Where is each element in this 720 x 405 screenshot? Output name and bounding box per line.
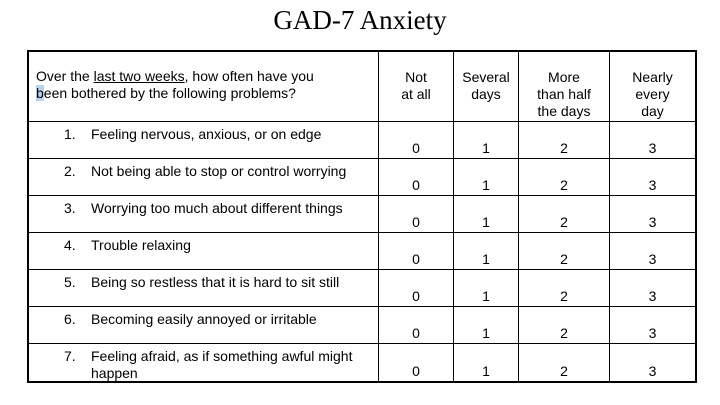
score-cell: 3 [610, 233, 695, 270]
score-cell: 0 [379, 159, 454, 196]
score-cell: 0 [379, 122, 454, 159]
column-header-not-at-all: Not at all [379, 52, 454, 122]
score-cell: 1 [454, 122, 519, 159]
score-cell: 1 [454, 233, 519, 270]
score-cell: 0 [379, 233, 454, 270]
item-label-5: 5. Being so restless that it is hard to sit still [29, 270, 379, 307]
item-label-3: 3. Worrying too much about different things [29, 196, 379, 233]
score-cell: 2 [519, 270, 610, 307]
score-cell: 3 [610, 196, 695, 233]
score-cell: 2 [519, 122, 610, 159]
column-header-nearly-every-day: Nearly every day [610, 52, 695, 122]
item-label-2: 2. Not being able to stop or control worrying [29, 159, 379, 196]
score-cell: 2 [519, 196, 610, 233]
score-cell: 0 [379, 307, 454, 344]
prompt-underlined-period: last two weeks [93, 68, 185, 84]
prompt-part-3: een bothered by the following problems? [43, 85, 296, 101]
score-cell: 2 [519, 159, 610, 196]
item-label-7: 7. Feeling afraid, as if something awful might happen [29, 344, 379, 381]
score-cell: 3 [610, 159, 695, 196]
question-prompt [29, 52, 379, 122]
column-header-several-days: Several days [454, 52, 519, 122]
prompt-part-2: , how often have you [184, 68, 314, 84]
score-cell: 3 [610, 307, 695, 344]
item-label-6: 6. Becoming easily annoyed or irritable [29, 307, 379, 344]
prompt-highlighted-letter: b [36, 85, 44, 101]
score-cell: 1 [454, 270, 519, 307]
item-label-1: 1. Feeling nervous, anxious, or on edge [29, 122, 379, 159]
score-cell: 1 [454, 344, 519, 381]
column-header-more-than-half: More than half the days [519, 52, 610, 122]
page-title: GAD-7 Anxiety [273, 5, 447, 35]
score-cell: 0 [379, 270, 454, 307]
item-label-4: 4. Trouble relaxing [29, 233, 379, 270]
score-cell: 1 [454, 196, 519, 233]
gad7-table [27, 50, 697, 383]
score-cell: 0 [379, 196, 454, 233]
score-cell: 1 [454, 159, 519, 196]
score-cell: 1 [454, 307, 519, 344]
prompt-part-1: Over the [36, 68, 94, 84]
score-cell: 2 [519, 233, 610, 270]
score-cell: 2 [519, 344, 610, 381]
score-cell: 3 [610, 270, 695, 307]
score-cell: 3 [610, 122, 695, 159]
score-cell: 3 [648, 363, 657, 379]
score-cell: 2 [519, 307, 610, 344]
score-cell: 0 [379, 344, 454, 381]
